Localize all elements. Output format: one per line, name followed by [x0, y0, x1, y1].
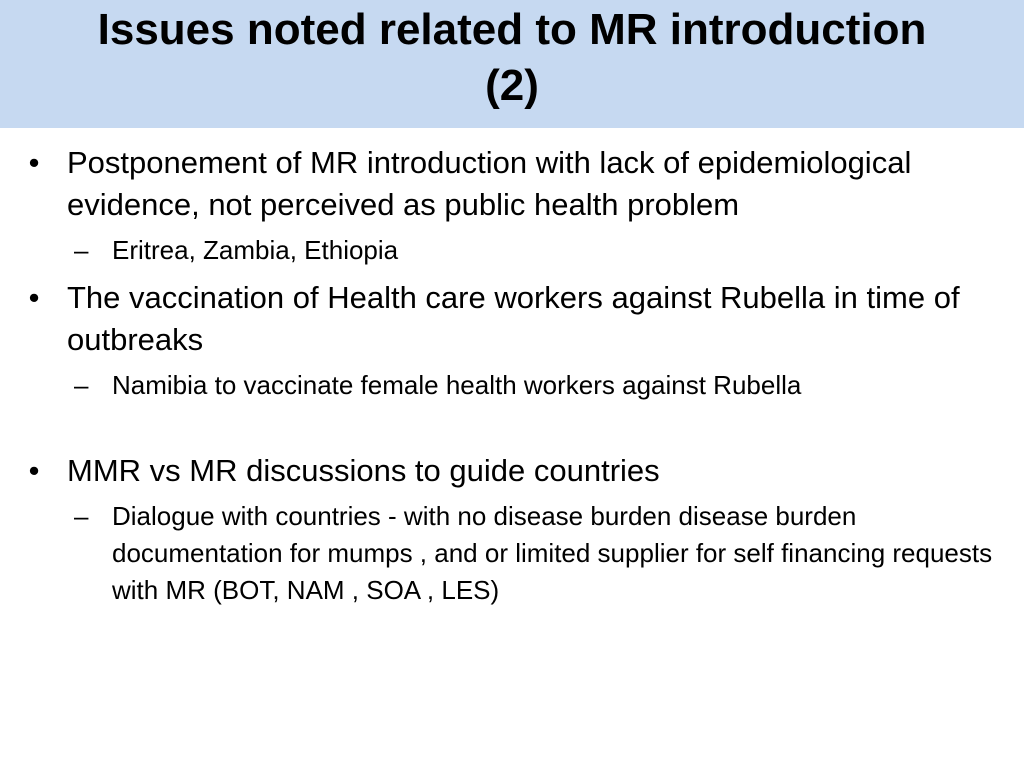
bullet-list — [24, 142, 1004, 609]
bullet-marker: • — [28, 145, 40, 180]
sub-bullet-marker: – — [74, 370, 89, 400]
sub-bullet-text: Eritrea, Zambia, Ethiopia — [112, 235, 399, 265]
bullet-text: The vaccination of Health care workers against Rubella in time of outbreaks — [67, 280, 960, 357]
bullet-text: Postponement of MR introduction with lack of epidemiological evidence, not perceived as public health problem — [67, 145, 912, 222]
bullet-item — [24, 277, 1004, 361]
sub-bullet-marker: – — [74, 235, 89, 265]
sub-bullet-item — [24, 232, 1004, 269]
bullet-text: MMR vs MR discussions to guide countries — [67, 453, 660, 488]
slide-title-line-2: (2) — [485, 61, 539, 110]
sub-bullet-text: Dialogue with countries - with no disease burden disease burden documentation for mumps , and or limited supplier for self financing requests with MR (BOT, NAM , SOA , LES) — [112, 501, 993, 605]
sub-bullet-item — [24, 498, 1004, 609]
bullet-marker: • — [28, 280, 40, 315]
slide-title-line-1: Issues noted related to MR introduction — [97, 5, 927, 54]
sub-bullet-item — [24, 367, 1004, 404]
bullet-item — [24, 450, 1004, 492]
sub-bullet-marker: – — [74, 501, 89, 531]
sub-bullet-text: Namibia to vaccinate female health workers against Rubella — [112, 370, 802, 400]
slide-title — [0, 2, 1024, 114]
bullet-item — [24, 142, 1004, 226]
bullet-marker: • — [28, 453, 40, 488]
